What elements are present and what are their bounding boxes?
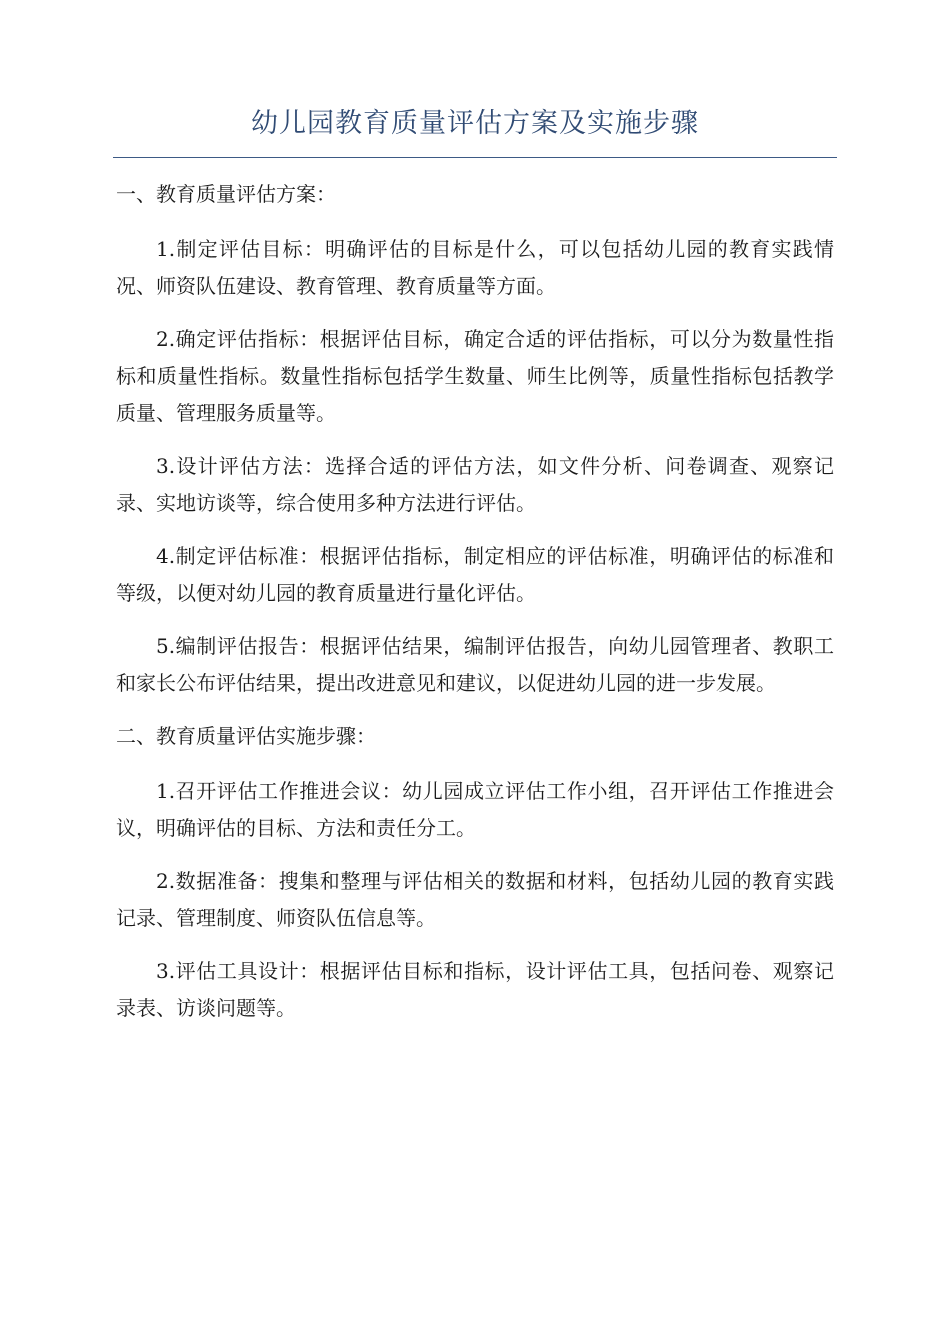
plan-item-4: 4.制定评估标准：根据评估指标，制定相应的评估标准，明确评估的标准和等级，以便对幼儿园的教育质量进行量化评估。 [116,544,834,605]
step-item-1: 1.召开评估工作推进会议：幼儿园成立评估工作小组，召开评估工作推进会议，明确评估的目标、方法和责任分工。 [116,779,834,840]
document-body [116,176,834,1043]
title-divider [113,157,837,158]
plan-item-5: 5.编制评估报告：根据评估结果，编制评估报告，向幼儿园管理者、教职工和家长公布评估结果，提出改进意见和建议，以促进幼儿园的进一步发展。 [116,634,834,695]
plan-item-1: 1.制定评估目标：明确评估的目标是什么，可以包括幼儿园的教育实践情况、师资队伍建设、教育管理、教育质量等方面。 [116,237,834,298]
section-heading-steps: 二、教育质量评估实施步骤： [116,724,376,748]
step-item-3: 3.评估工具设计：根据评估目标和指标，设计评估工具，包括问卷、观察记录表、访谈问题等。 [116,959,834,1020]
step-item-2: 2.数据准备：搜集和整理与评估相关的数据和材料，包括幼儿园的教育实践记录、管理制度、师资队伍信息等。 [116,869,834,930]
document-title: 幼儿园教育质量评估方案及实施步骤 [251,108,699,139]
plan-item-2: 2.确定评估指标：根据评估目标，确定合适的评估指标，可以分为数量性指标和质量性指标。数量性指标包括学生数量、师生比例等，质量性指标包括教学质量、管理服务质量等。 [116,327,834,425]
plan-item-3: 3.设计评估方法：选择合适的评估方法，如文件分析、问卷调查、观察记录、实地访谈等，综合使用多种方法进行评估。 [116,454,834,515]
section-heading-plan: 一、教育质量评估方案： [116,182,336,206]
